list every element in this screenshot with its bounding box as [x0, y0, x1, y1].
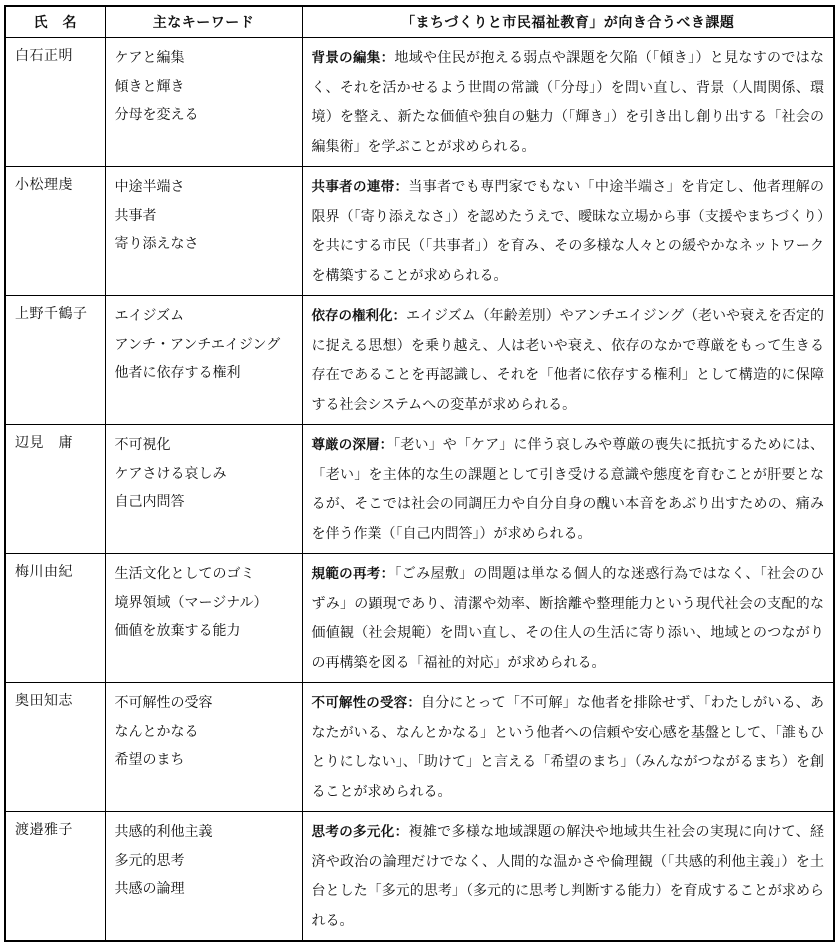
- issue-cell: [302, 812, 834, 942]
- author-name: 奥田知志: [5, 683, 105, 812]
- keyword-line: 不可視化: [114, 438, 171, 453]
- issue-term: 規範の再考：: [311, 566, 395, 581]
- author-name: 渡邉雅子: [5, 812, 105, 942]
- keywords-cell: [105, 812, 302, 942]
- issue-term: 背景の編集：: [311, 50, 395, 65]
- issue-cell: [302, 38, 834, 167]
- comparison-table: [4, 5, 835, 942]
- table-row: [5, 167, 834, 296]
- keyword-line: 中途半端さ: [114, 180, 185, 195]
- keyword-line: 共感の論理: [114, 882, 185, 897]
- keyword-line: なんとかなる: [114, 724, 199, 740]
- keyword-line: ケアと編集: [114, 51, 185, 66]
- issue-term: 共事者の連帯：: [311, 179, 409, 194]
- keyword-line: 寄り添えなさ: [114, 237, 199, 252]
- keyword-line: 自己内問答: [114, 495, 185, 510]
- table-row: [5, 425, 834, 554]
- author-name: 梅川由紀: [5, 554, 105, 683]
- keyword-line: エイジズム: [114, 309, 185, 324]
- keyword-line: 生活文化としてのゴミ: [114, 567, 255, 582]
- issue-term: 依存の権利化：: [311, 308, 407, 323]
- header-keywords: 主なキーワード: [105, 6, 302, 38]
- keyword-line: 他者に依存する権利: [114, 366, 241, 381]
- issue-cell: [302, 167, 834, 296]
- keyword-line: 傾きと輝き: [114, 79, 185, 95]
- issue-text: 「老い」や「ケア」に伴う哀しみや尊厳の喪失に抵抗するためには、「老い」を主体的な生の課題として引き受ける意識や態度を育むことが肝要となるが、そこでは社会の同調圧力や自分自身の醜い本音をあぶり出すための、痛みを伴う作業（「自己内問答」）が求められる。: [311, 438, 824, 542]
- author-name: 小松理虔: [5, 167, 105, 296]
- keywords-cell: [105, 167, 302, 296]
- keyword-line: 価値を放棄する能力: [114, 624, 241, 639]
- keyword-line: 希望のまち: [114, 753, 185, 768]
- table-row: [5, 812, 834, 942]
- keyword-line: 不可解性の受容: [114, 696, 213, 711]
- table-row: [5, 38, 834, 167]
- table-row: [5, 683, 834, 812]
- keyword-line: アンチ・アンチエイジング: [114, 337, 281, 353]
- keyword-line: 共感的利他主義: [114, 825, 213, 840]
- issue-text: 複雑で多様な地域課題の解決や地域共生社会の実現に向けて、経済や政治の論理だけでなく、人間的な温かさや倫理観（「共感的利他主義」）を土台とした「多元的思考」（多元的に思考し判断する能力）を育成することが求められる。: [311, 825, 825, 929]
- keywords-cell: [105, 425, 302, 554]
- header-name: 氏 名: [5, 6, 105, 38]
- table-row: [5, 296, 834, 425]
- header-row: [5, 6, 834, 38]
- issue-text: 自分にとって「不可解」な他者を排除せず、「わたしがいる、あなたがいる、なんとかなる」という他者への信頼や安心感を基盤として、「誰もひとりにしない」、「助けて」と言える「希望のまち」（みんながつながるまち）を創ることが求められる。: [311, 696, 824, 800]
- header-issues: 「まちづくりと市民福祉教育」が向き合うべき課題: [302, 6, 834, 38]
- issue-cell: [302, 425, 834, 554]
- issue-text: 「ごみ屋敷」の問題は単なる個人的な迷惑行為ではなく、「社会のひずみ」の顕現であり、清潔や効率、断捨離や整理能力という現代社会の支配的な価値観（社会規範）を問い直し、その住人の生活に寄り添い、地域とのつながりの再構築を図る「福祉的対応」が求められる。: [311, 567, 825, 671]
- table-row: [5, 554, 834, 683]
- keyword-line: 分母を変える: [114, 108, 199, 123]
- issue-cell: [302, 296, 834, 425]
- issue-text: エイジズム（年齢差別）やアンチエイジング（老いや衰えを否定的に捉える思想）を乗り越え、人は老いや衰え、依存のなかで尊厳をもって生きる存在であることを再認識し、それを「他者に依存する権利」として構造的に保障する社会システムへの変革が求められる。: [311, 309, 824, 413]
- keyword-line: 多元的思考: [114, 853, 185, 869]
- issue-cell: [302, 554, 834, 683]
- keywords-cell: [105, 38, 302, 167]
- author-name: 上野千鶴子: [5, 296, 105, 425]
- keyword-line: ケアさける哀しみ: [114, 466, 227, 482]
- issue-term: 不可解性の受容：: [311, 695, 422, 710]
- author-name: 辺見 庸: [5, 425, 105, 554]
- issue-text: 当事者でも専門家でもない「中途半端さ」を肯定し、他者理解の限界（「寄り添えなさ」）を認めたうえで、曖昧な立場から事（支援やまちづくり）を共にする市民（「共事者」）を育み、その多様な人々との緩やかなネットワークを構築することが求められる。: [311, 180, 825, 284]
- keywords-cell: [105, 683, 302, 812]
- issue-text: 地域や住民が抱える弱点や課題を欠陥（「傾き」）と見なすのではなく、それを活かせるよう世間の常識（「分母」）を問い直し、背景（人間関係、環境）を整え、新たな価値や独自の魅力（「輝き」）を引き出し創り出する「社会の編集術」を学ぶことが求められる。: [311, 51, 825, 155]
- issue-term: 思考の多元化：: [311, 824, 409, 839]
- keywords-cell: [105, 296, 302, 425]
- issue-term: 尊厳の深層：: [311, 437, 394, 452]
- issue-cell: [302, 683, 834, 812]
- keyword-line: 共事者: [114, 208, 157, 224]
- keywords-cell: [105, 554, 302, 683]
- keyword-line: 境界領域（マージナル）: [114, 595, 268, 611]
- author-name: 白石正明: [5, 38, 105, 167]
